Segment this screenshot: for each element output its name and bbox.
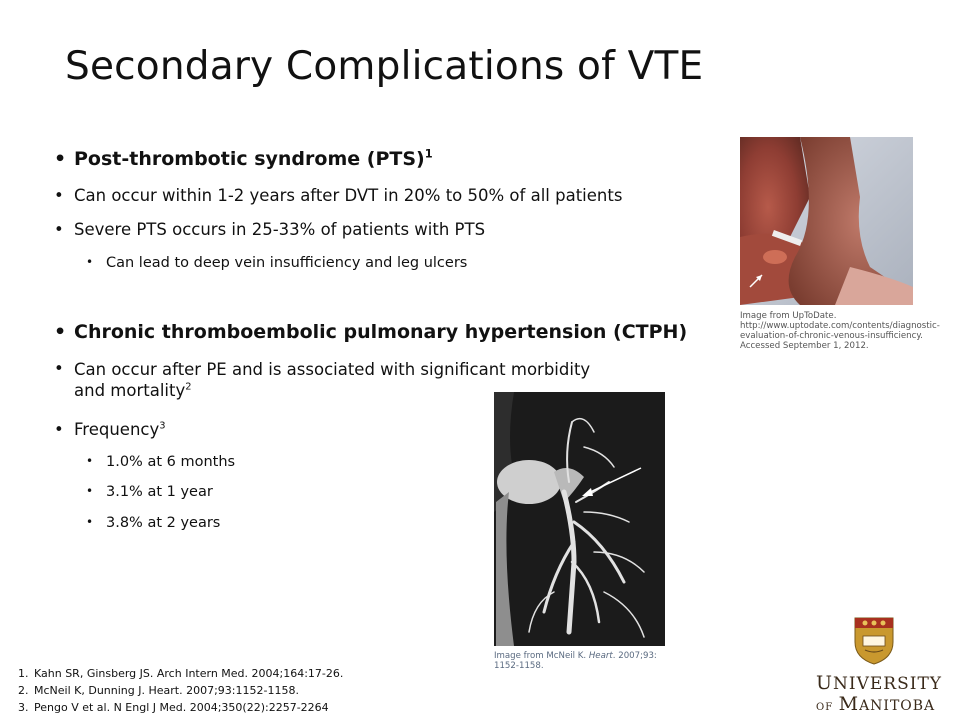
crest-icon xyxy=(853,614,895,666)
bullet-text: Can lead to deep vein insufficiency and leg ulcers xyxy=(106,255,468,271)
bullet-text: Frequency xyxy=(74,420,160,439)
bullet-dot: • xyxy=(86,484,94,498)
bullet-dot: • xyxy=(54,186,64,205)
reference-item xyxy=(18,667,343,684)
bullet-dot: • xyxy=(54,148,67,170)
references xyxy=(18,667,343,718)
university-wordmark xyxy=(816,672,946,715)
angiogram-graphic xyxy=(494,392,665,646)
bullet-text: 3.1% at 1 year xyxy=(106,484,213,500)
university-of-manitoba-logo xyxy=(816,614,946,714)
wordmark-letter: U xyxy=(816,672,834,694)
angiogram-caption xyxy=(494,651,684,671)
citation-sup: 1 xyxy=(424,146,433,161)
reference-text: McNeil K, Dunning J. Heart. 2007;93:1152-1158. xyxy=(34,684,299,697)
bullet-text: Chronic thromboembolic pulmonary hypertension (CTPH) xyxy=(74,321,688,343)
leg-photo-caption: Image from UpToDate. http://www.uptodate.com/contents/diagnostic-evaluation-of-chronic-venous-insufficiency. Accessed September 1, 2012. xyxy=(740,311,940,351)
bullet-dot: • xyxy=(86,255,94,269)
reference-number: 1. xyxy=(18,667,29,680)
bullet-dot: • xyxy=(86,515,94,529)
pulmonary-angiogram-image xyxy=(494,392,665,646)
bullet-text: 1.0% at 6 months xyxy=(106,454,236,470)
bullet-dot: • xyxy=(86,454,94,468)
reference-text: Kahn SR, Ginsberg JS. Arch Intern Med. 2004;164:17-26. xyxy=(34,667,344,680)
caption-text: Image from McNeil K. xyxy=(494,651,589,661)
bullet-dot: • xyxy=(54,359,64,378)
reference-item xyxy=(18,701,343,718)
slide-title: Secondary Complications of VTE xyxy=(65,44,704,89)
bullet-dot: • xyxy=(54,220,64,239)
reference-item xyxy=(18,684,343,701)
reference-text: Pengo V et al. N Engl J Med. 2004;350(22):2257-2264 xyxy=(34,701,329,714)
bullet-text: Severe PTS occurs in 25-33% of patients with PTS xyxy=(74,220,486,239)
wordmark-text: NIVERSITY xyxy=(833,674,943,694)
caption-journal: Heart xyxy=(588,651,613,661)
bullet-text: Can occur after PE and is associated with significant morbidity and mortality xyxy=(74,360,591,400)
bullet-text: 3.8% at 2 years xyxy=(106,515,221,531)
wordmark-text: ANITOBA xyxy=(859,698,936,714)
bullet-text: Can occur within 1-2 years after DVT in 20% to 50% of all patients xyxy=(74,186,623,205)
caption-text: . 2007;93: 1152-1158. xyxy=(494,651,657,671)
leg-ulcer-photo xyxy=(740,137,913,305)
bullet-dot: • xyxy=(54,321,67,343)
bullet-text: Post-thrombotic syndrome (PTS) xyxy=(74,148,425,170)
wordmark-of: OF xyxy=(816,702,834,713)
citation-sup: 2 xyxy=(185,381,192,393)
citation-sup: 3 xyxy=(159,420,166,432)
reference-number: 3. xyxy=(18,701,29,714)
bullet-dot: • xyxy=(54,420,64,439)
leg-ulcer-image xyxy=(740,137,913,305)
wordmark-letter: M xyxy=(838,693,860,715)
reference-number: 2. xyxy=(18,684,29,697)
